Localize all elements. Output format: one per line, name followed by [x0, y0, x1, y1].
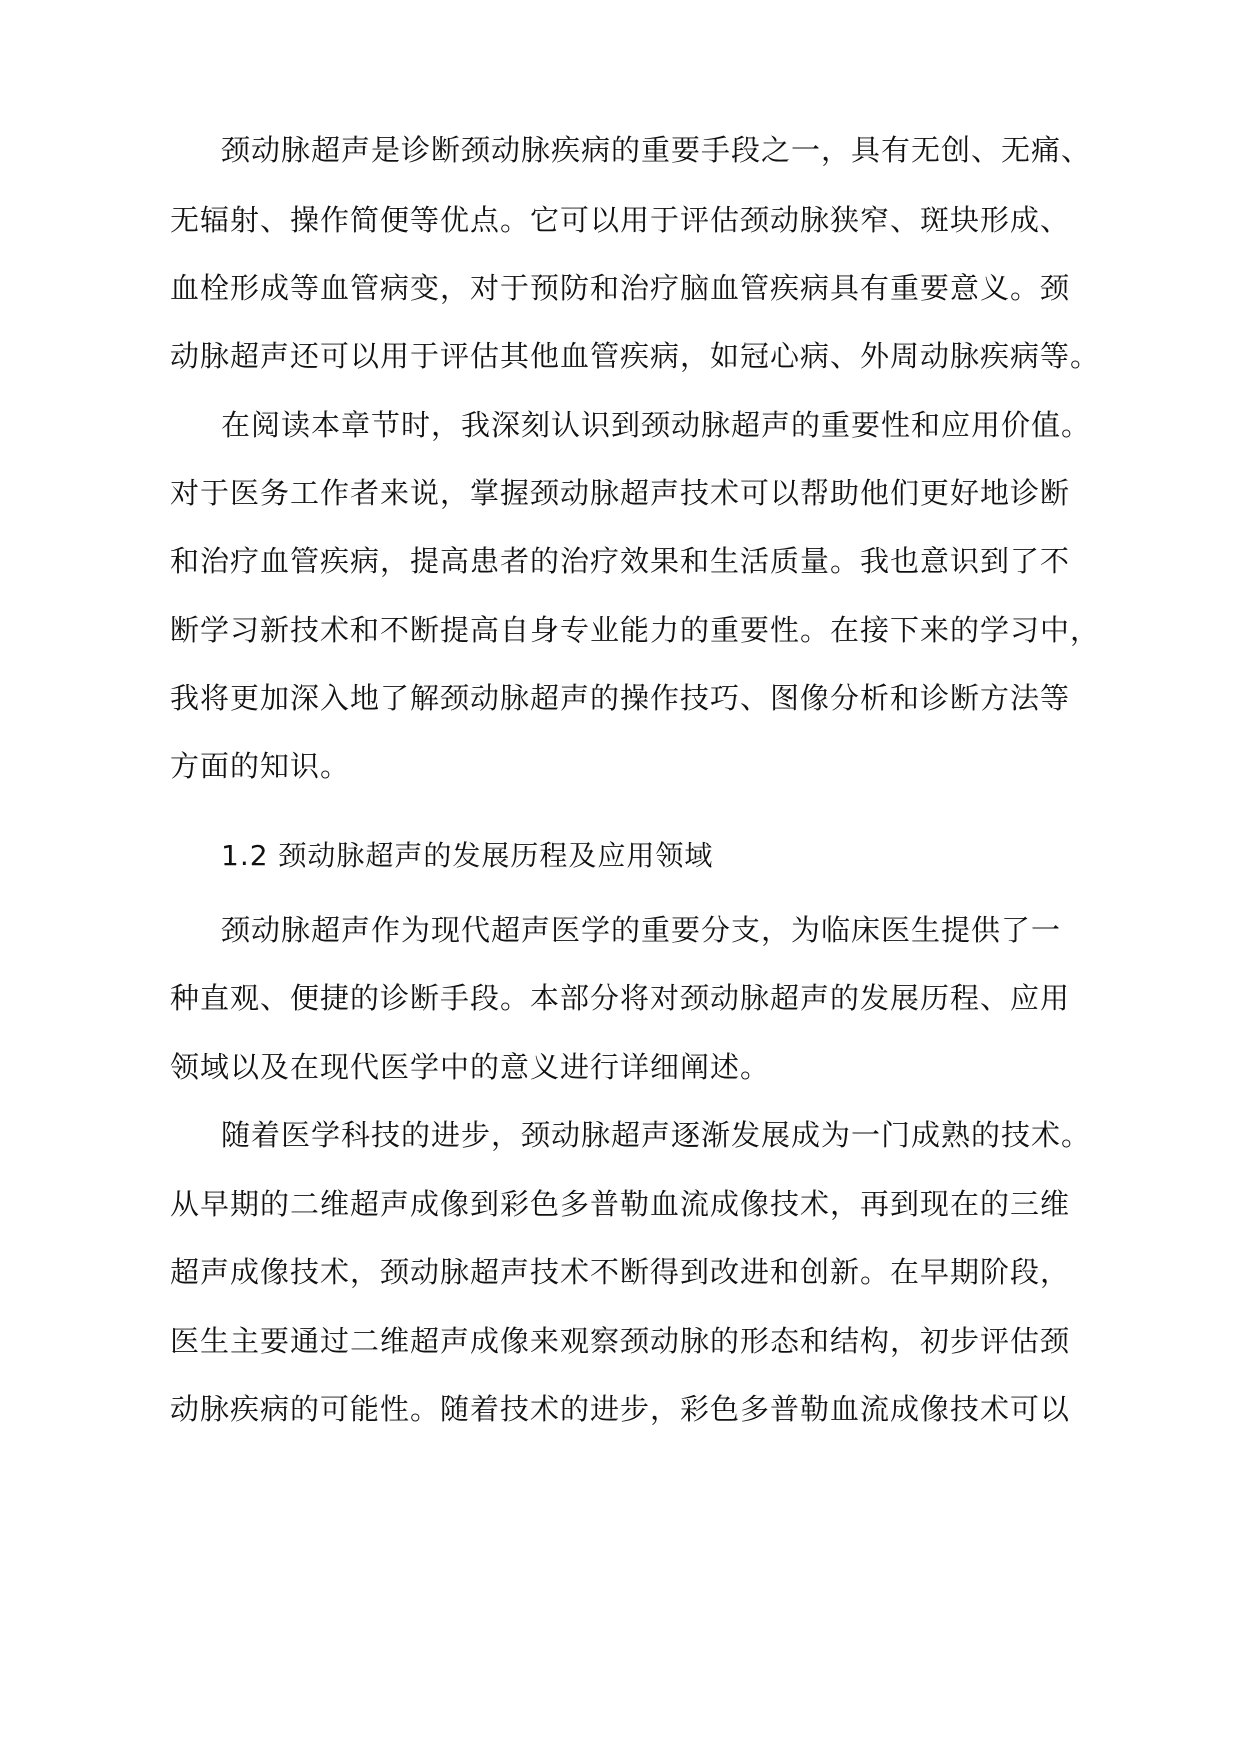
paragraph-4-line-4: 医生主要通过二维超声成像来观察颈动脉的形态和结构，初步评估颈 [170, 1324, 1071, 1358]
paragraph-2-line-6: 方面的知识。 [170, 749, 351, 783]
paragraph-3-line-2: 种直观、便捷的诊断手段。本部分将对颈动脉超声的发展历程、应用 [170, 981, 1071, 1015]
paragraph-2-line-1: 在阅读本章节时，我深刻认识到颈动脉超声的重要性和应用价值。 [221, 408, 1092, 442]
paragraph-1-line-4: 动脉超声还可以用于评估其他血管疾病，如冠心病、外周动脉疾病等。 [170, 339, 1101, 373]
paragraph-4-line-1: 随着医学科技的进步，颈动脉超声逐渐发展成为一门成熟的技术。 [221, 1118, 1092, 1152]
section-heading: 1.2 颈动脉超声的发展历程及应用领域 [221, 839, 714, 872]
paragraph-2-line-2: 对于医务工作者来说，掌握颈动脉超声技术可以帮助他们更好地诊断 [170, 476, 1071, 510]
paragraph-3-line-3: 领域以及在现代医学中的意义进行详细阐述。 [170, 1050, 771, 1084]
paragraph-2-line-5: 我将更加深入地了解颈动脉超声的操作技巧、图像分析和诊断方法等 [170, 681, 1071, 715]
paragraph-2-line-4: 断学习新技术和不断提高自身专业能力的重要性。在接下来的学习中， [170, 613, 1101, 647]
paragraph-1-line-3: 血栓形成等血管病变，对于预防和治疗脑血管疾病具有重要意义。颈 [170, 271, 1071, 305]
paragraph-4-line-5: 动脉疾病的可能性。随着技术的进步，彩色多普勒血流成像技术可以 [170, 1392, 1071, 1426]
paragraph-1-line-1: 颈动脉超声是诊断颈动脉疾病的重要手段之一，具有无创、无痛、 [221, 133, 1092, 167]
paragraph-3-line-1: 颈动脉超声作为现代超声医学的重要分支，为临床医生提供了一 [221, 913, 1062, 947]
paragraph-2-line-3: 和治疗血管疾病，提高患者的治疗效果和生活质量。我也意识到了不 [170, 544, 1071, 578]
paragraph-4-line-3: 超声成像技术，颈动脉超声技术不断得到改进和创新。在早期阶段， [170, 1255, 1071, 1289]
paragraph-1-line-2: 无辐射、操作简便等优点。它可以用于评估颈动脉狭窄、斑块形成、 [170, 203, 1071, 237]
paragraph-4-line-2: 从早期的二维超声成像到彩色多普勒血流成像技术，再到现在的三维 [170, 1187, 1071, 1221]
